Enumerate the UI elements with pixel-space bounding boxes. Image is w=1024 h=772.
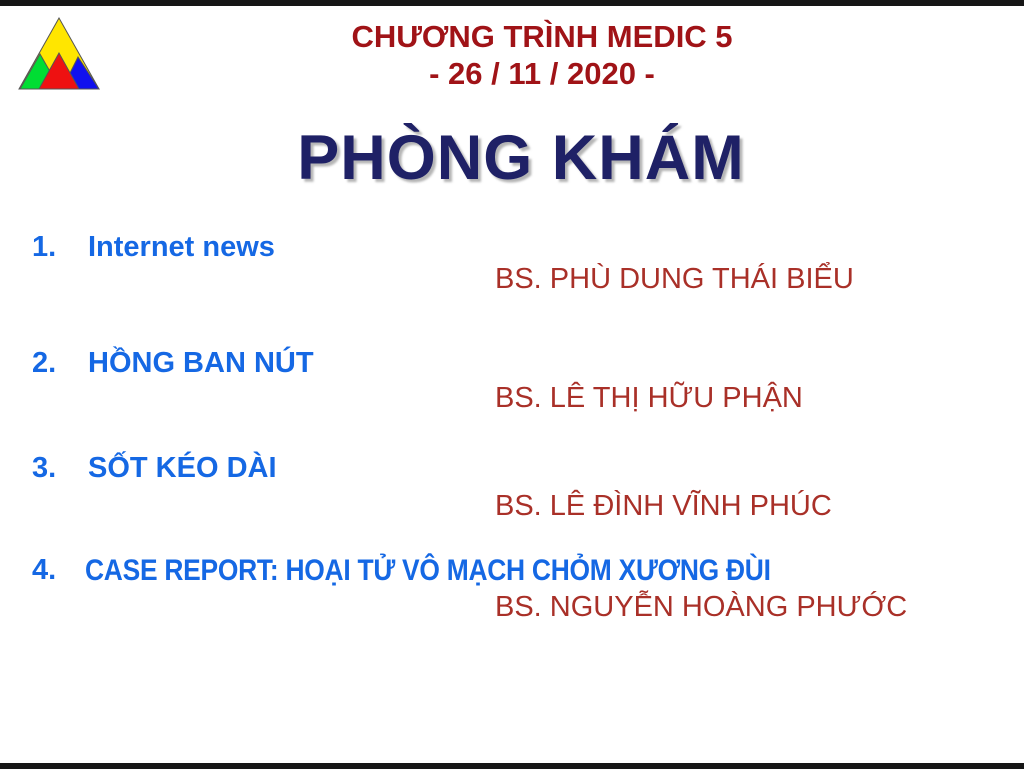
agenda-item-number: 2.: [32, 347, 57, 379]
program-date: - 26 / 11 / 2020 -: [429, 56, 655, 91]
agenda-item-number: 1.: [32, 231, 57, 263]
top-edge-bar: [0, 0, 1024, 6]
slide-title: PHÒNG KHÁM: [297, 123, 745, 193]
agenda-item-2-presenter: BS. LÊ THỊ HỮU PHẬN: [495, 382, 803, 414]
agenda-item-topic: CASE REPORT: HOẠI TỬ VÔ MẠCH CHỎM XƯƠNG ĐÙI: [85, 554, 771, 587]
agenda-item-1-presenter: BS. PHÙ DUNG THÁI BIỂU: [495, 263, 854, 295]
agenda-item-1: [32, 233, 275, 262]
agenda-item-3: [32, 454, 277, 483]
bottom-edge-bar: [0, 763, 1024, 769]
agenda-item-number: 3.: [32, 452, 57, 484]
agenda-item-3-presenter: BS. LÊ ĐÌNH VĨNH PHÚC: [495, 490, 832, 522]
agenda-item-topic: Internet news: [88, 231, 275, 263]
agenda-item-number: 4.: [32, 554, 57, 586]
agenda-item-2: [32, 349, 314, 378]
program-title: CHƯƠNG TRÌNH MEDIC 5: [351, 19, 733, 54]
agenda-item-topic: SỐT KÉO DÀI: [88, 452, 277, 484]
agenda-item-topic: HỒNG BAN NÚT: [88, 347, 314, 379]
agenda-item-4-presenter: BS. NGUYỄN HOÀNG PHƯỚC: [495, 591, 908, 623]
agenda-item-4: [32, 556, 864, 586]
